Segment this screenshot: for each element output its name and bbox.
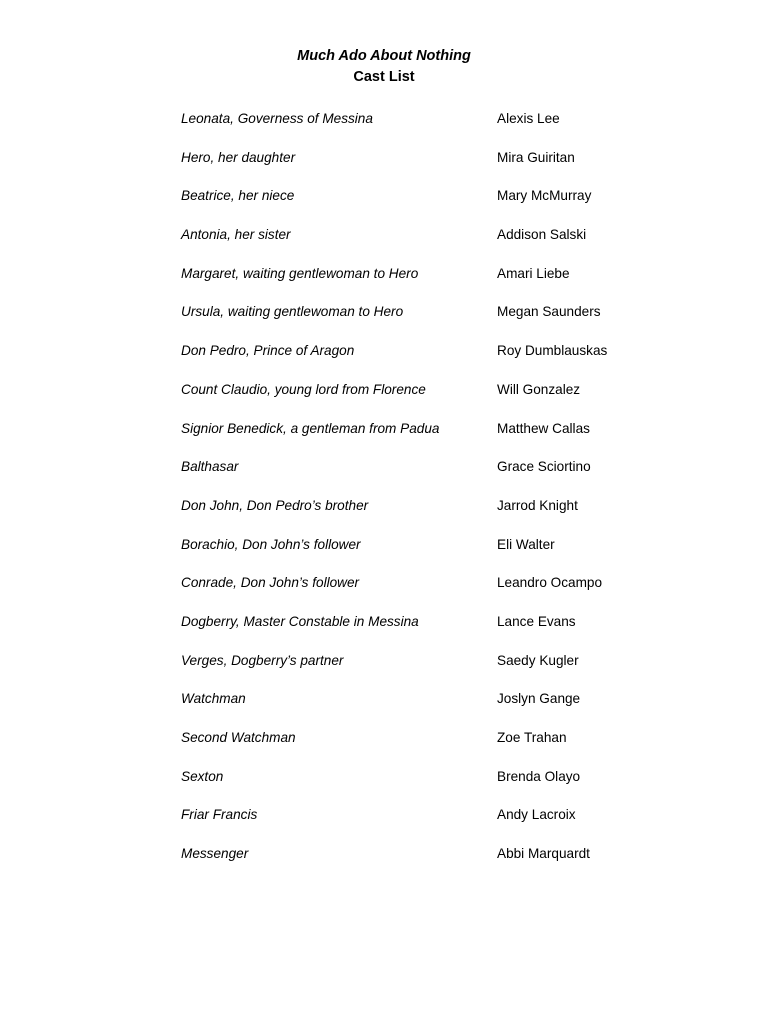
actor-name: Lance Evans bbox=[497, 613, 576, 629]
page-title: Much Ado About Nothing bbox=[297, 48, 471, 64]
cast-row bbox=[181, 651, 661, 690]
cast-row bbox=[181, 805, 661, 844]
role-name: Borachio, Don John’s follower bbox=[181, 536, 361, 552]
role-name: Dogberry, Master Constable in Messina bbox=[181, 613, 419, 629]
role-name: Sexton bbox=[181, 768, 224, 784]
cast-row bbox=[181, 844, 661, 883]
actor-name: Eli Walter bbox=[497, 536, 555, 552]
actor-name: Andy Lacroix bbox=[497, 807, 576, 823]
cast-row bbox=[181, 302, 661, 341]
role-name: Balthasar bbox=[181, 459, 239, 475]
actor-name: Megan Saunders bbox=[497, 304, 601, 320]
cast-row bbox=[181, 457, 661, 496]
cast-row bbox=[181, 419, 661, 458]
actor-name: Matthew Callas bbox=[497, 420, 590, 436]
cast-row bbox=[181, 496, 661, 535]
role-name: Leonata, Governess of Messina bbox=[181, 111, 373, 126]
role-name: Count Claudio, young lord from Florence bbox=[181, 381, 426, 397]
role-name: Ursula, waiting gentlewoman to Hero bbox=[181, 304, 404, 320]
cast-row bbox=[181, 767, 661, 806]
cast-row bbox=[181, 148, 661, 187]
cast-row bbox=[181, 186, 661, 225]
actor-name: Joslyn Gange bbox=[497, 691, 581, 707]
actor-name: Will Gonzalez bbox=[497, 381, 581, 397]
actor-name: Mira Guiritan bbox=[497, 149, 575, 165]
cast-row bbox=[181, 341, 661, 380]
page-subtitle: Cast List bbox=[353, 69, 415, 85]
role-name: Don Pedro, Prince of Aragon bbox=[181, 343, 355, 359]
cast-list bbox=[181, 109, 661, 883]
actor-name: Zoe Trahan bbox=[497, 730, 567, 745]
role-name: Verges, Dogberry’s partner bbox=[181, 652, 344, 668]
cast-row bbox=[181, 573, 661, 612]
cast-row bbox=[181, 612, 661, 651]
role-name: Beatrice, her niece bbox=[181, 188, 295, 204]
role-name: Friar Francis bbox=[181, 807, 258, 823]
actor-name: Roy Dumblauskas bbox=[497, 343, 608, 359]
role-name: Messenger bbox=[181, 846, 249, 862]
role-name: Second Watchman bbox=[181, 730, 296, 745]
role-name: Margaret, waiting gentlewoman to Hero bbox=[181, 265, 419, 281]
role-name: Don John, Don Pedro’s brother bbox=[181, 497, 369, 513]
actor-name: Grace Sciortino bbox=[497, 459, 591, 475]
actor-name: Abbi Marquardt bbox=[497, 846, 590, 862]
cast-row bbox=[181, 535, 661, 574]
actor-name: Leandro Ocampo bbox=[497, 575, 603, 591]
actor-name: Saedy Kugler bbox=[497, 652, 579, 668]
cast-row bbox=[181, 264, 661, 303]
actor-name: Jarrod Knight bbox=[497, 497, 578, 513]
cast-row bbox=[181, 689, 661, 728]
actor-name: Brenda Olayo bbox=[497, 768, 581, 784]
actor-name: Addison Salski bbox=[497, 227, 587, 243]
role-name: Signior Benedick, a gentleman from Padua bbox=[181, 420, 440, 436]
cast-row bbox=[181, 728, 661, 767]
actor-name: Alexis Lee bbox=[497, 111, 560, 126]
cast-row bbox=[181, 109, 661, 148]
role-name: Conrade, Don John’s follower bbox=[181, 575, 360, 591]
cast-row bbox=[181, 225, 661, 264]
role-name: Hero, her daughter bbox=[181, 149, 296, 165]
role-name: Watchman bbox=[181, 691, 246, 707]
cast-row bbox=[181, 380, 661, 419]
actor-name: Mary McMurray bbox=[497, 188, 592, 204]
actor-name: Amari Liebe bbox=[497, 265, 570, 281]
role-name: Antonia, her sister bbox=[181, 227, 291, 243]
